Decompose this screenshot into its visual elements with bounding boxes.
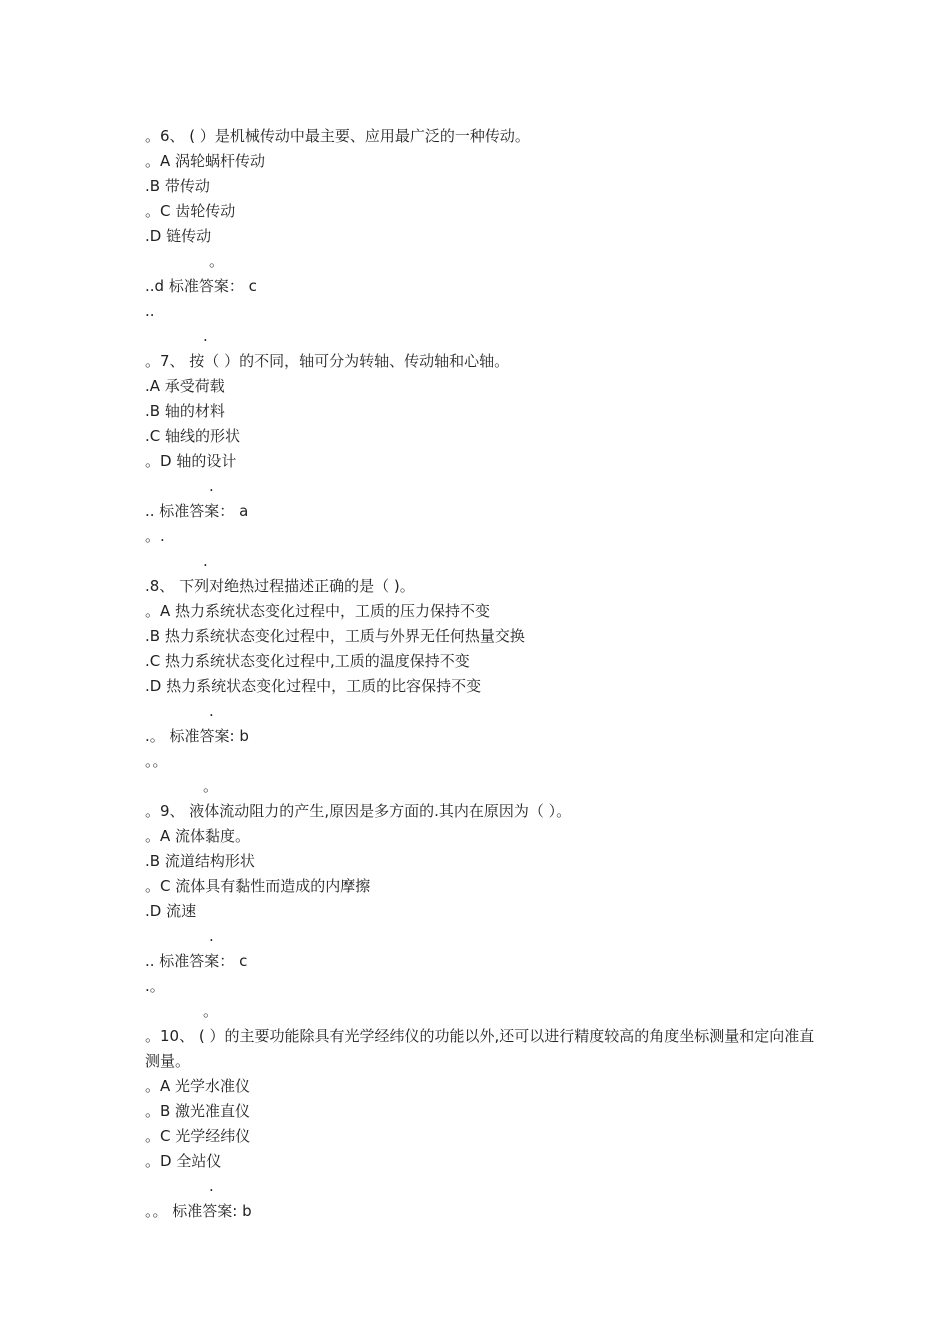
separator-mark: . bbox=[209, 927, 214, 945]
answer-line: 。。 标准答案: b bbox=[145, 1202, 252, 1220]
question-8 bbox=[145, 574, 825, 799]
option-c: 。C 流体具有黏性而造成的内摩擦 bbox=[145, 877, 371, 895]
option-a: .A 承受荷载 bbox=[145, 377, 225, 395]
separator-mark: . bbox=[209, 477, 214, 495]
question-stem: 。7、 按（ ）的不同，轴可分为转轴、传动轴和心轴。 bbox=[145, 352, 510, 370]
option-b: 。B 激光准直仪 bbox=[145, 1102, 251, 1120]
question-stem: 。9、 液体流动阻力的产生,原因是多方面的.其内在原因为（ ）。 bbox=[145, 802, 572, 820]
option-d: .D 热力系统状态变化过程中，工质的比容保持不变 bbox=[145, 677, 482, 695]
option-d: .D 链传动 bbox=[145, 227, 212, 245]
option-a: 。A 流体黏度。 bbox=[145, 827, 251, 845]
trailing-mark: 。 bbox=[203, 777, 219, 795]
option-b: .B 轴的材料 bbox=[145, 402, 225, 420]
option-c: 。C 齿轮传动 bbox=[145, 202, 236, 220]
question-9 bbox=[145, 799, 825, 1024]
option-c: 。C 光学经纬仪 bbox=[145, 1127, 251, 1145]
option-b: .B 热力系统状态变化过程中，工质与外界无任何热量交换 bbox=[145, 627, 525, 645]
trailing-mark: .. bbox=[145, 302, 155, 320]
option-a: 。A 涡轮蜗杆传动 bbox=[145, 152, 266, 170]
answer-line: ..d 标准答案： c bbox=[145, 277, 257, 295]
answer-line: .. 标准答案： c bbox=[145, 952, 248, 970]
question-7 bbox=[145, 349, 825, 574]
separator-mark: 。 bbox=[209, 252, 225, 270]
option-d: .D 流速 bbox=[145, 902, 197, 920]
trailing-mark: . bbox=[203, 552, 208, 570]
option-a: 。A 热力系统状态变化过程中，工质的压力保持不变 bbox=[145, 602, 491, 620]
option-d: 。D 轴的设计 bbox=[145, 452, 237, 470]
option-d: 。D 全站仪 bbox=[145, 1152, 222, 1170]
answer-line: .. 标准答案： a bbox=[145, 502, 249, 520]
option-b: .B 带传动 bbox=[145, 177, 210, 195]
trailing-mark: 。 bbox=[203, 1002, 219, 1020]
separator-mark: . bbox=[209, 1177, 214, 1195]
question-stem: 。6、 ( ）是机械传动中最主要、应用最广泛的一种传动。 bbox=[145, 127, 530, 145]
question-stem: 。10、 ( ）的主要功能除具有光学经纬仪的功能以外,还可以进行精度较高的角度坐标测量和定向准直测量。 bbox=[145, 1027, 815, 1070]
answer-line: .。 标准答案: b bbox=[145, 727, 249, 745]
option-c: .C 轴线的形状 bbox=[145, 427, 241, 445]
separator-mark: . bbox=[209, 702, 214, 720]
trailing-mark: . bbox=[203, 327, 208, 345]
option-b: .B 流道结构形状 bbox=[145, 852, 255, 870]
question-10 bbox=[145, 1024, 825, 1224]
trailing-mark: .。 bbox=[145, 977, 165, 995]
option-a: 。A 光学水准仪 bbox=[145, 1077, 251, 1095]
trailing-mark: 。。 bbox=[145, 752, 168, 770]
document-page bbox=[145, 124, 825, 1224]
question-6 bbox=[145, 124, 825, 349]
option-c: .C 热力系统状态变化过程中,工质的温度保持不变 bbox=[145, 652, 470, 670]
question-stem: .8、 下列对绝热过程描述正确的是（ )。 bbox=[145, 577, 415, 595]
trailing-mark: 。. bbox=[145, 527, 165, 545]
